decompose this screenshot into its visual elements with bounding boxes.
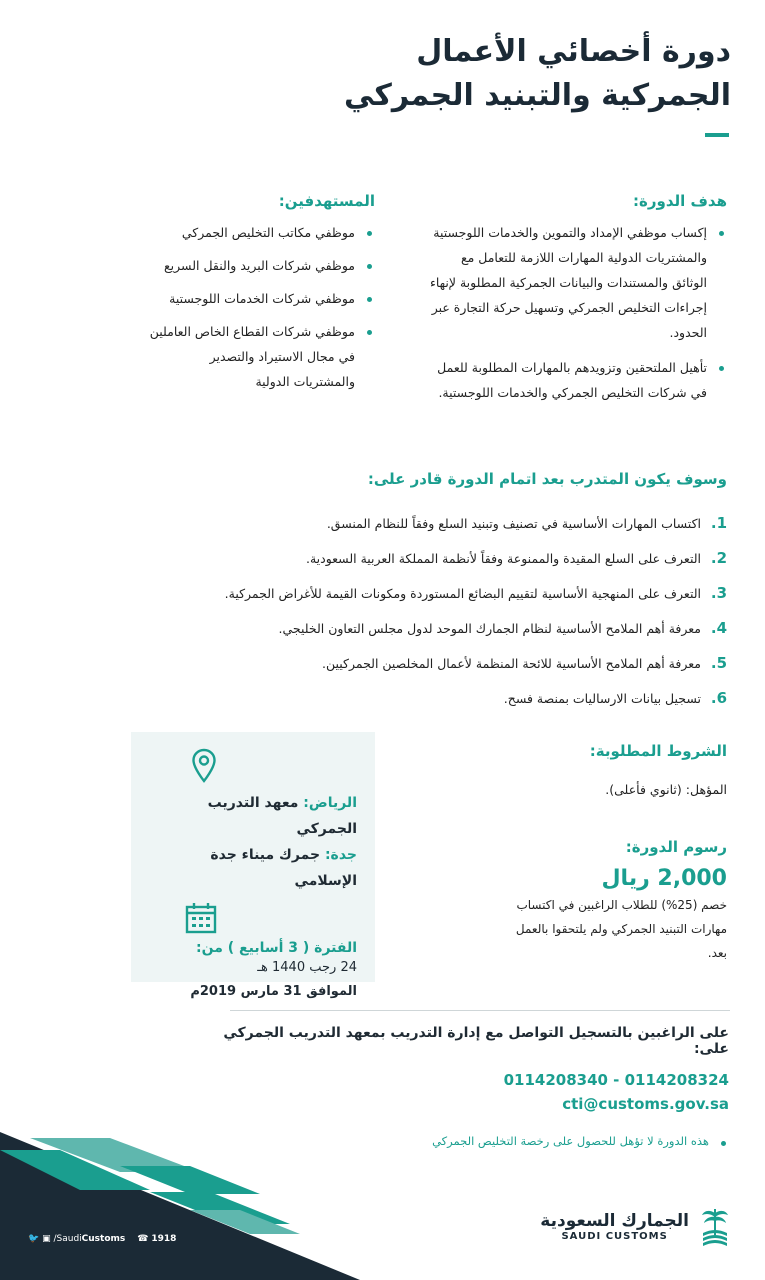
logo-english: SAUDI CUSTOMS (561, 1230, 668, 1242)
requirements-section (427, 742, 727, 797)
logo-text (540, 1211, 689, 1242)
contact-phones[interactable]: 0114208340 - 0114208324 (503, 1071, 729, 1089)
goal-section (427, 192, 727, 415)
title-line-1: دورة أخصائي الأعمال (416, 34, 731, 69)
qualification-text: المؤهل: (ثانوي فأعلى). (605, 782, 727, 797)
list-item (167, 506, 727, 541)
social-bold: Customs (81, 1234, 126, 1244)
list-item: موظفي مكاتب التخليص الجمركي (145, 220, 375, 245)
riyadh-label: الرياض: (303, 795, 357, 811)
list-item: موظفي شركات القطاع الخاص العاملين في مجال الاستيراد والتصدير والمشتريات الدولية (145, 319, 375, 394)
target-list (145, 220, 375, 394)
discount-note: خصم (25%) للطلاب الراغبين في اكتساب مهارات التبنيد الجمركي ولم يلتحقوا بالعمل بعد. (515, 898, 727, 960)
social-handle[interactable] (28, 1234, 125, 1244)
price: 2,000 ريال (601, 866, 727, 891)
target-heading: المستهدفين: (278, 192, 375, 210)
item-text: التعرف على المنهجية الأساسية لتقييم البضائع المستوردة ومكونات القيمة للأغراض الجمركية. (224, 586, 701, 601)
item-text: تسجيل بيانات الارساليات بمنصة فسح. (503, 691, 701, 706)
goal-heading: هدف الدورة: (633, 192, 727, 210)
footnote (432, 1130, 729, 1152)
location-pin-icon (191, 748, 217, 784)
item-number: 5. (710, 654, 727, 672)
fees-section (427, 838, 727, 965)
list-item (167, 611, 727, 646)
list-item: تأهيل الملتحقين وتزويدهم بالمهارات المطلوبة للعمل في شركات التخليص الجمركي والخدمات اللوجستية. (427, 355, 727, 405)
logo-arabic: الجمارك السعودية (540, 1210, 689, 1231)
list-item (167, 681, 727, 716)
item-text: اكتساب المهارات الأساسية في تصنيف وتبنيد السلع وفقاً للنظام المنسق. (326, 516, 701, 531)
title-underline (705, 133, 729, 137)
social-prefix: /Saudi (53, 1234, 82, 1244)
list-item: موظفي شركات البريد والنقل السريع (145, 253, 375, 278)
item-number: 3. (710, 584, 727, 602)
date-hijri: 24 رجب 1440 هـ (257, 960, 357, 975)
phone-icon: ☎ (137, 1234, 149, 1244)
decorative-stripes (0, 1120, 360, 1280)
jeddah-label: جدة: (324, 847, 357, 863)
jeddah-value: جمرك ميناء جدة الإسلامي (210, 847, 357, 889)
contact-section (189, 1025, 729, 1113)
page-title (131, 30, 731, 118)
twitter-icon: 🐦 (28, 1234, 40, 1244)
list-item (167, 576, 727, 611)
period-label: الفترة ( 3 أسابيع ) من: (196, 940, 357, 956)
list-item: إكساب موظفي الإمداد والتموين والخدمات اللوجستية والمشتريات الدولية المهارات اللازمة للتعامل مع الوثائق والمستندات والبيانات الجمركية المطلوبة لإنهاء إجراءات التخليص الجمركي وتسهيل حركة التجارة عبر الحدود. (427, 220, 727, 345)
outcomes-list (167, 506, 727, 716)
item-number: 4. (710, 619, 727, 637)
instagram-icon: ▣ (42, 1234, 51, 1244)
contact-email[interactable]: cti@customs.gov.sa (562, 1095, 729, 1113)
saudi-customs-logo (540, 1205, 731, 1247)
target-section (145, 192, 375, 402)
riyadh-value: معهد التدريب الجمركي (207, 795, 357, 837)
palm-emblem-icon (699, 1205, 731, 1247)
list-item: موظفي شركات الخدمات اللوجستية (145, 286, 375, 311)
item-text: التعرف على السلع المقيدة والممنوعة وفقاً لأنظمة المملكة العربية السعودية. (305, 551, 701, 566)
outcomes-section (167, 470, 727, 716)
list-item (167, 541, 727, 576)
title-line-2: الجمركية والتبنيد الجمركي (344, 78, 731, 113)
date-gregorian: الموافق 31 مارس 2019م (190, 984, 357, 999)
jeddah-location (149, 842, 357, 894)
contact-lead: على الراغبين بالتسجيل التواصل مع إدارة التدريب بمعهد التدريب الجمركي على: (223, 1025, 729, 1057)
item-number: 6. (710, 689, 727, 707)
item-text: معرفة أهم الملامح الأساسية للائحة المنظمة لأعمال المخلصين الجمركيين. (321, 656, 701, 671)
fees-heading: رسوم الدورة: (625, 838, 727, 856)
list-item (167, 646, 727, 681)
social-bar (28, 1234, 176, 1244)
footnote-list (432, 1130, 729, 1152)
riyadh-location (149, 790, 357, 842)
divider (230, 1010, 730, 1011)
item-number: 1. (710, 514, 727, 532)
item-text: معرفة أهم الملامح الأساسية لنظام الجمارك الموحد لدول مجلس التعاون الخليجي. (278, 621, 701, 636)
goal-list (427, 220, 727, 405)
outcomes-heading: وسوف يكون المتدرب بعد اتمام الدورة قادر على: (367, 470, 727, 488)
item-number: 2. (710, 549, 727, 567)
footnote-text: هذه الدورة لا تؤهل للحصول على رخصة التخليص الجمركي (432, 1130, 729, 1152)
hotline-number: 1918 (151, 1234, 177, 1244)
calendar-icon (185, 902, 217, 934)
location-date-box (131, 732, 375, 999)
requirements-heading: الشروط المطلوبة: (589, 742, 727, 760)
hotline[interactable] (137, 1234, 176, 1244)
